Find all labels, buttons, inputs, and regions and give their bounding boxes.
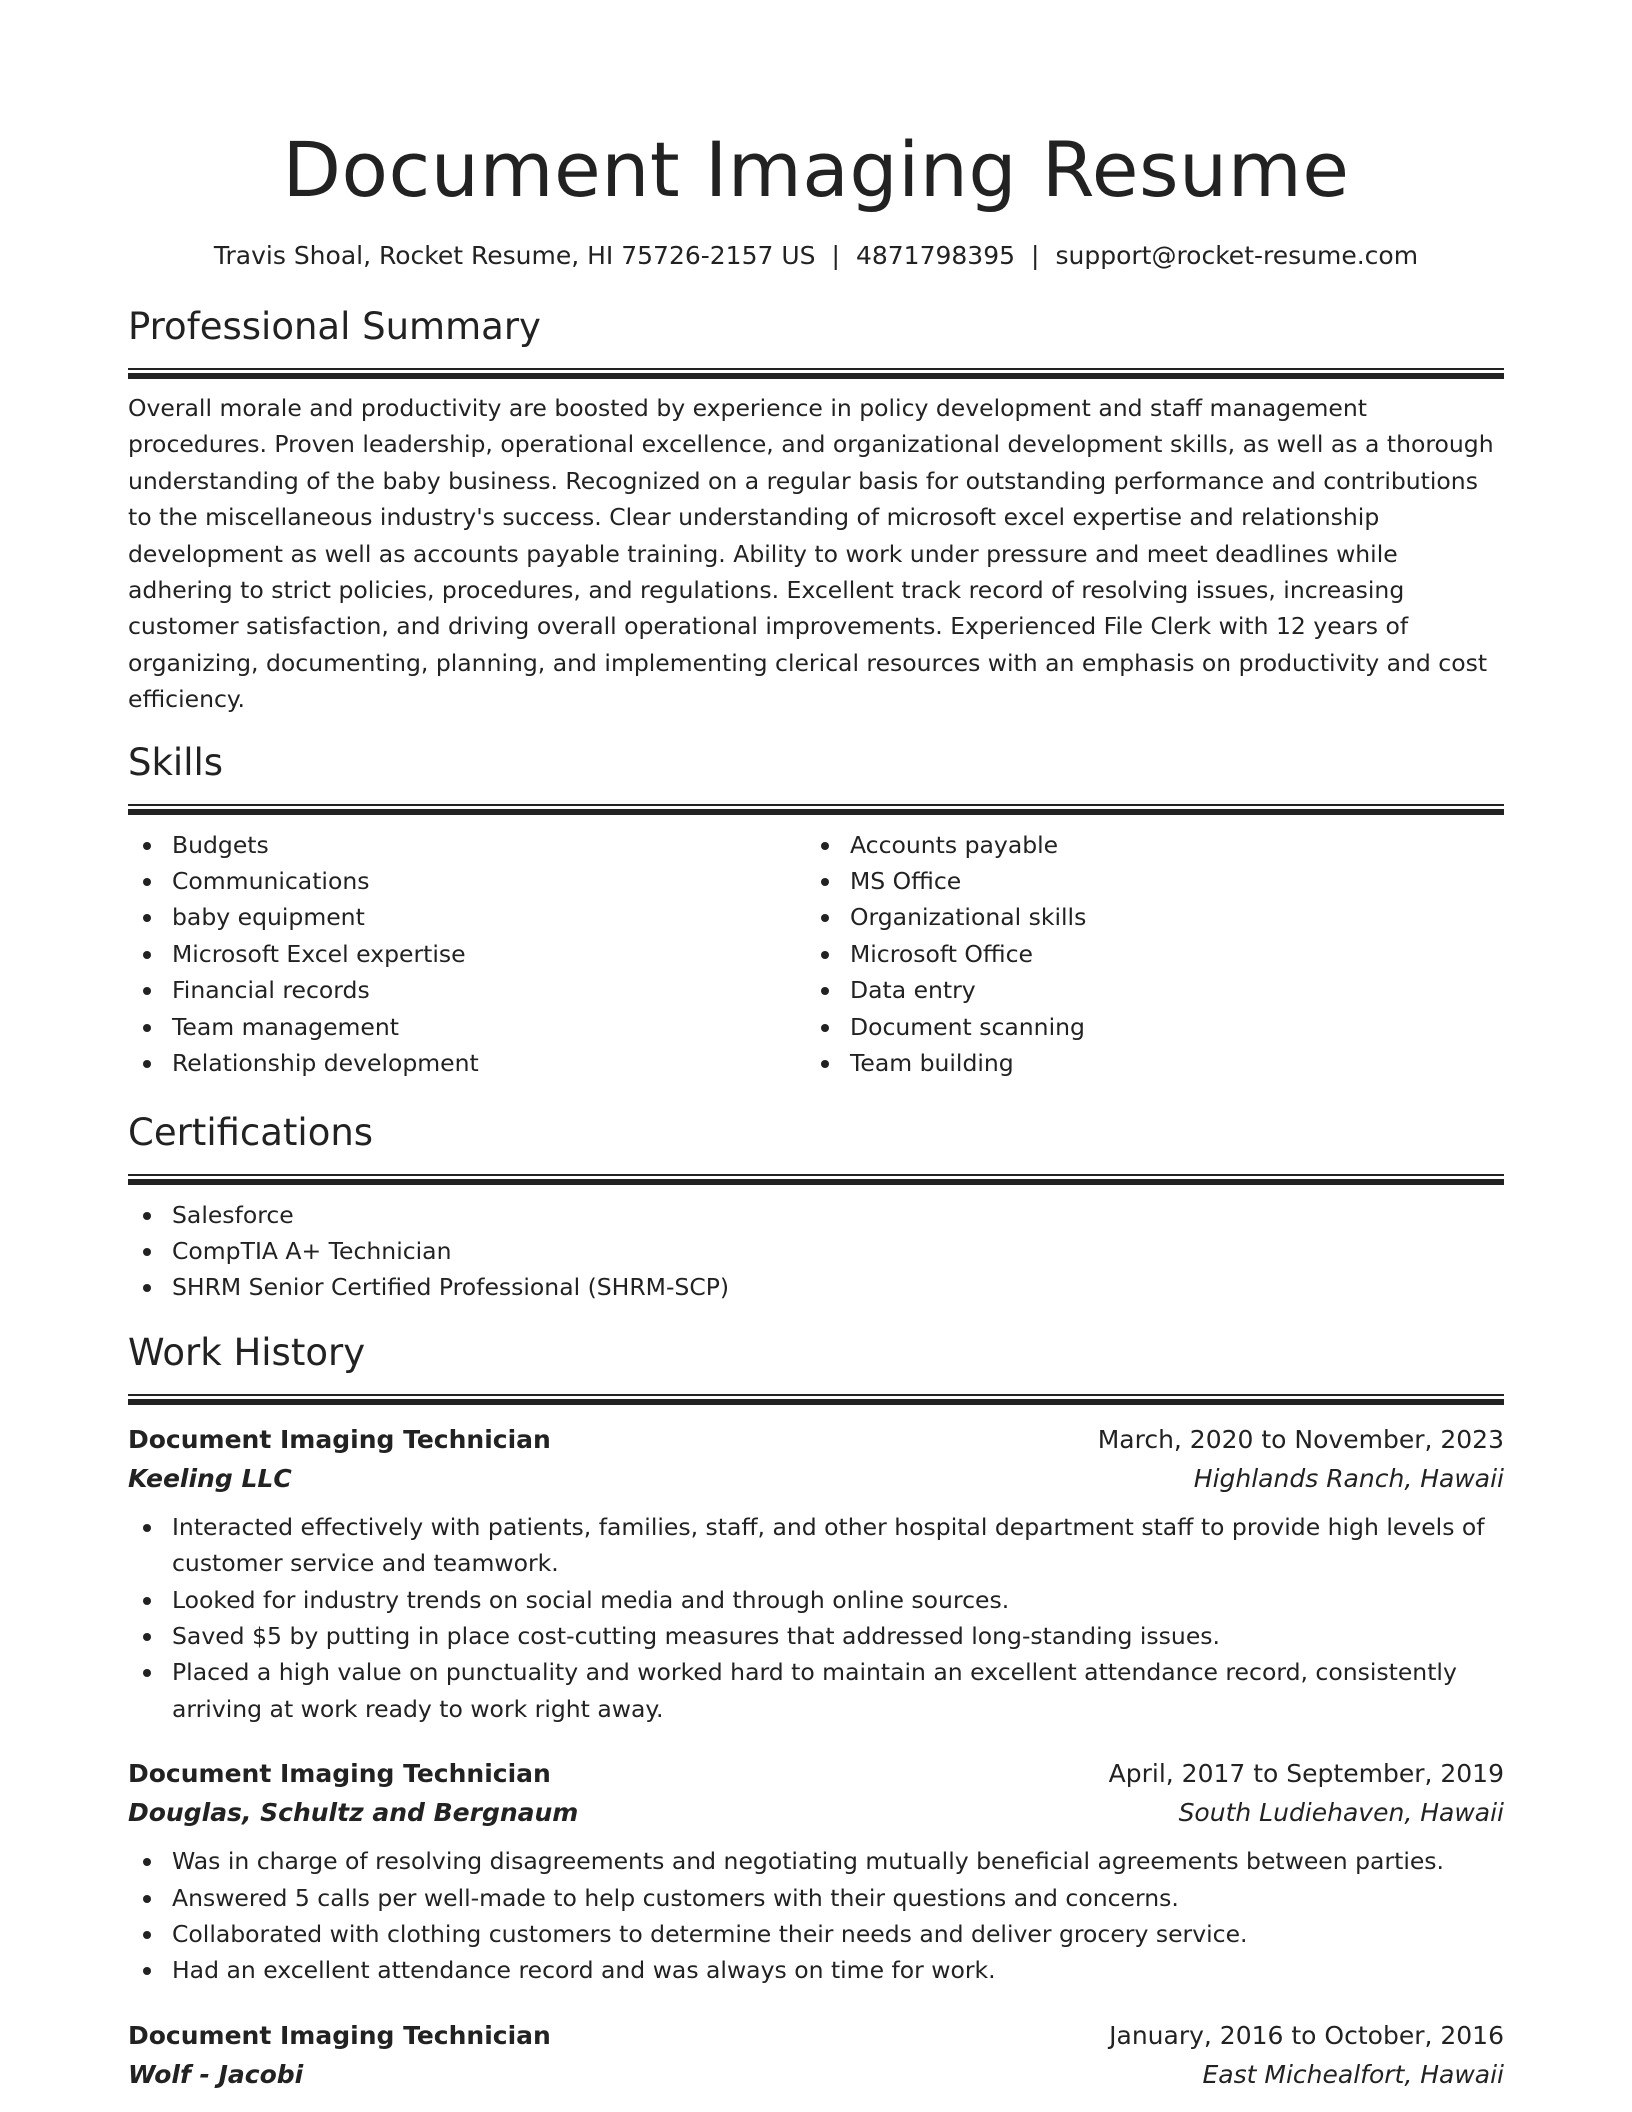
job-bullet: Interacted effectively with patients, families, staff, and other hospital department staff to provide high levels of customer service and teamwork. xyxy=(128,1509,1504,1582)
job-dates: January, 2016 to October, 2016 xyxy=(1109,2020,1504,2050)
certification-item: Salesforce xyxy=(128,1197,1504,1233)
section-divider xyxy=(128,1174,1504,1185)
section-heading: Skills xyxy=(128,740,224,784)
skill-item: Organizational skills xyxy=(806,899,1504,935)
section-divider xyxy=(128,368,1504,379)
skill-item: baby equipment xyxy=(128,899,806,935)
job-location: East Michealfort, Hawaii xyxy=(1202,2059,1504,2089)
skills-grid xyxy=(128,827,1504,1082)
certifications-section xyxy=(128,1110,1504,1306)
job-bullet: Had an excellent attendance record and was always on time for work. xyxy=(128,1952,1504,1988)
skill-item: Document scanning xyxy=(806,1009,1504,1045)
contact-separator: | xyxy=(831,241,840,270)
certification-item: SHRM Senior Certified Professional (SHRM-SCP) xyxy=(128,1269,1504,1305)
job-location: South Ludiehaven, Hawaii xyxy=(1178,1798,1504,1828)
section-divider xyxy=(128,1394,1504,1405)
section-heading: Professional Summary xyxy=(128,305,541,348)
skill-item: Accounts payable xyxy=(806,827,1504,863)
skill-item: Microsoft Excel expertise xyxy=(128,936,806,972)
job-subheader-row xyxy=(128,1459,1504,1499)
certifications-list xyxy=(128,1197,1504,1306)
certification-item: CompTIA A+ Technician xyxy=(128,1233,1504,1269)
job-bullet: Placed a high value on punctuality and worked hard to maintain an excellent attendance record, consistently arriving at work ready to work right away. xyxy=(128,1654,1504,1727)
work-history-section xyxy=(128,1330,1504,2095)
contact-separator: | xyxy=(1031,241,1040,270)
job-title: Document Imaging Technician xyxy=(128,2020,551,2050)
summary-text: Overall morale and productivity are boosted by experience in policy development and staff management procedures. Proven leadership, operational excellence, and organizational development skills, as well as a thorough understanding of the baby business. Recognized on a regular basis for outstanding performance and contributions to the miscellaneous industry's success. Clear understanding of microsoft excel expertise and relationship development as well as accounts payable training. Ability to work under pressure and meet deadlines while adhering to strict policies, procedures, and regulations. Excellent track record of resolving issues, increasing customer satisfaction, and driving overall operational improvements. Experienced File Clerk with 12 years of organizing, documenting, planning, and implementing clerical resources with an emphasis on productivity and cost efficiency. xyxy=(128,394,1494,714)
job-dates: March, 2020 to November, 2023 xyxy=(1097,1424,1504,1454)
job-subheader-row xyxy=(128,2055,1504,2095)
job-bullet: Collaborated with clothing customers to determine their needs and deliver grocery service. xyxy=(128,1916,1504,1952)
job-dates: April, 2017 to September, 2019 xyxy=(1108,1759,1504,1789)
job-subheader-row xyxy=(128,1793,1504,1833)
skill-item: Budgets xyxy=(128,827,806,863)
skills-section xyxy=(128,740,1504,1082)
skill-item: Communications xyxy=(128,863,806,899)
job-header-row xyxy=(128,2017,1504,2055)
section-heading: Work History xyxy=(128,1330,366,1374)
job-bullet: Was in charge of resolving disagreements and negotiating mutually beneficial agreements between parties. xyxy=(128,1843,1504,1879)
job-bullet: Looked for industry trends on social media and through online sources. xyxy=(128,1582,1504,1618)
summary-section xyxy=(128,304,1504,718)
job-company: Keeling LLC xyxy=(128,1463,292,1493)
skill-item: Data entry xyxy=(806,972,1504,1008)
job-bullet: Answered 5 calls per well-made to help customers with their questions and concerns. xyxy=(128,1880,1504,1916)
skill-item: Financial records xyxy=(128,972,806,1008)
skill-item: Microsoft Office xyxy=(806,936,1504,972)
job-entry xyxy=(128,1755,1504,1989)
job-entry xyxy=(128,1421,1504,1727)
contact-address: Travis Shoal, Rocket Resume, HI 75726-2157 US xyxy=(213,241,816,270)
contact-phone: 4871798395 xyxy=(855,241,1016,270)
job-bullets xyxy=(128,1843,1504,1989)
skill-item: Team building xyxy=(806,1045,1504,1081)
skill-item: Team management xyxy=(128,1009,806,1045)
resume-title: Document Imaging Resume xyxy=(282,125,1350,214)
job-bullets xyxy=(128,1509,1504,1727)
skill-item: Relationship development xyxy=(128,1045,806,1081)
job-header-row xyxy=(128,1755,1504,1793)
skill-item: MS Office xyxy=(806,863,1504,899)
section-heading: Certifications xyxy=(128,1110,374,1154)
skills-list-left xyxy=(128,827,806,1082)
section-divider xyxy=(128,804,1504,815)
job-company: Douglas, Schultz and Bergnaum xyxy=(128,1798,579,1828)
job-header-row xyxy=(128,1421,1504,1459)
job-title: Document Imaging Technician xyxy=(128,1424,551,1454)
job-company: Wolf - Jacobi xyxy=(128,2059,304,2089)
job-bullet: Saved $5 by putting in place cost-cutting measures that addressed long-standing issues. xyxy=(128,1618,1504,1654)
skills-list-right xyxy=(806,827,1504,1082)
contact-line xyxy=(128,238,1504,274)
job-entry xyxy=(128,2017,1504,2095)
contact-email: support@rocket-resume.com xyxy=(1055,241,1419,270)
job-title: Document Imaging Technician xyxy=(128,1759,551,1789)
job-location: Highlands Ranch, Hawaii xyxy=(1193,1463,1504,1493)
